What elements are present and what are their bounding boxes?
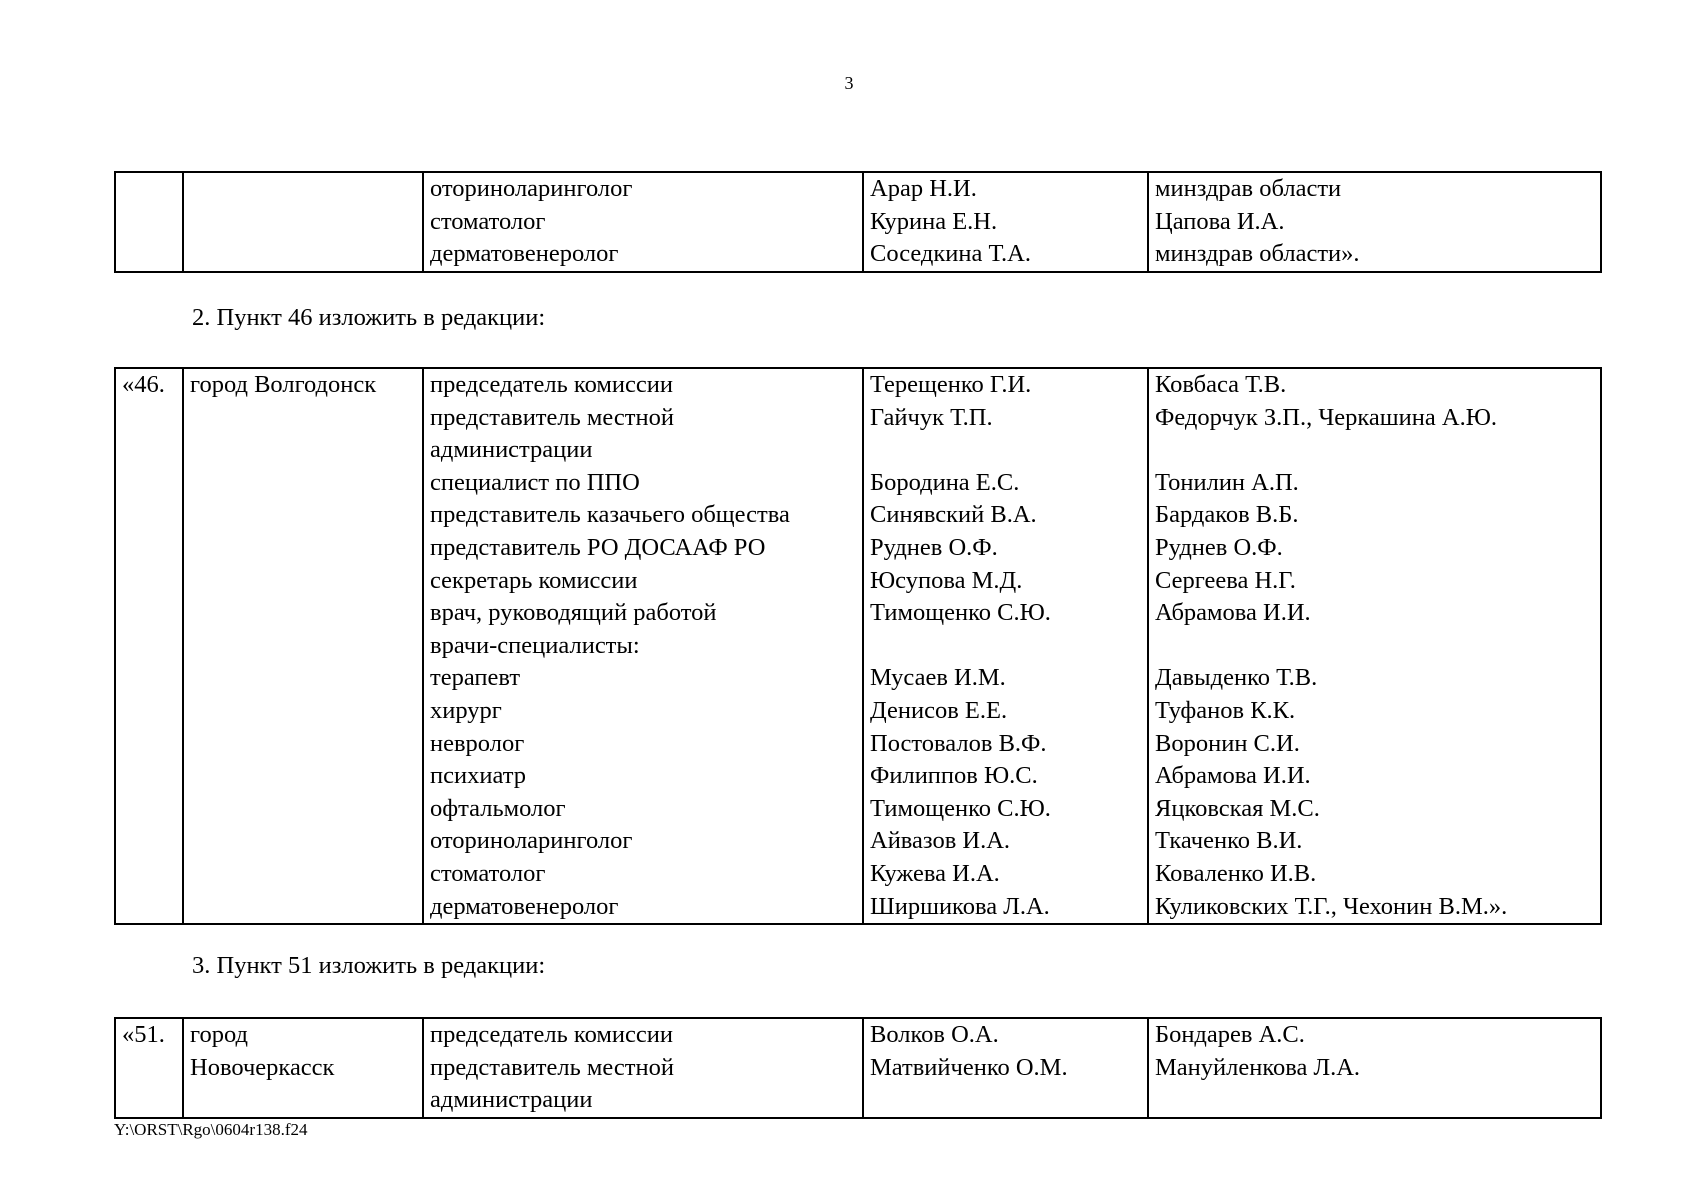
commission-table-46 <box>114 367 1602 925</box>
cell-line: оториноларинголог <box>430 175 633 202</box>
cell-line: Мануйленкова Л.А. <box>1155 1053 1361 1081</box>
cell-line: Синявский В.А. <box>870 501 1037 529</box>
main-members-cell <box>863 1018 1148 1118</box>
cell-line: представитель местной <box>430 1053 674 1081</box>
cell-line: председатель комиссии <box>430 371 673 398</box>
cell-line: секретарь комиссии <box>430 566 638 594</box>
item-number <box>122 173 182 206</box>
reserve-members-cell <box>1148 368 1601 924</box>
file-path-footer: Y:\ORST\Rgo\0604r138.f24 <box>114 1120 308 1139</box>
cell-line <box>870 630 1147 663</box>
item-number: «46. <box>122 371 165 398</box>
cell-line: город Волгодонск <box>190 371 377 398</box>
cell-line: Сергеева Н.Г. <box>1155 566 1296 594</box>
cell-line: Терещенко Г.И. <box>870 371 1032 398</box>
cell-line: администрации <box>430 1086 593 1114</box>
table-row <box>115 368 1601 924</box>
cell-line: офтальмолог <box>430 794 566 822</box>
cell-line: Арар Н.И. <box>870 175 977 202</box>
item-number-cell <box>115 368 183 924</box>
cell-line: Матвийченко О.М. <box>870 1053 1068 1081</box>
cell-line: минздрав области». <box>1155 240 1360 268</box>
cell-line: специалист по ППО <box>430 468 640 496</box>
cell-line: врач, руководящий работой <box>430 599 717 627</box>
cell-line: оториноларинголог <box>430 827 633 855</box>
cell-line: Ковбаса Т.В. <box>1155 371 1287 398</box>
cell-line: Давыденко Т.В. <box>1155 664 1318 692</box>
cell-line: Курина Е.Н. <box>870 207 998 235</box>
cell-line: Абрамова И.И. <box>1155 762 1311 790</box>
cell-line: город <box>190 1021 248 1048</box>
cell-line: дерматовенеролог <box>430 240 619 268</box>
roles-cell <box>423 172 863 272</box>
cell-line <box>870 434 1147 467</box>
cell-line: Руднев О.Ф. <box>870 533 998 561</box>
page-number: 3 <box>844 73 854 93</box>
cell-line: Ткаченко В.И. <box>1155 827 1303 855</box>
table-row <box>115 1018 1601 1118</box>
cell-line: Постовалов В.Ф. <box>870 729 1047 757</box>
cell-line: невролог <box>430 729 525 757</box>
city-cell <box>183 172 423 272</box>
cell-line: Кужева И.А. <box>870 859 1000 887</box>
cell-line: Соседкина Т.А. <box>870 240 1031 268</box>
cell-line: Руднев О.Ф. <box>1155 533 1283 561</box>
cell-line: Денисов Е.Е. <box>870 696 1008 724</box>
cell-line: представитель РО ДОСААФ РО <box>430 533 766 561</box>
cell-line: минздрав области <box>1155 175 1342 202</box>
cell-line <box>1155 630 1600 663</box>
cell-line: хирург <box>430 696 502 724</box>
city-cell <box>183 1018 423 1118</box>
cell-line: Волков О.А. <box>870 1021 999 1048</box>
cell-line: стоматолог <box>430 859 546 887</box>
cell-line: Абрамова И.И. <box>1155 599 1311 627</box>
commission-table-51 <box>114 1017 1602 1119</box>
main-members-cell <box>863 368 1148 924</box>
cell-line: Тонилин А.П. <box>1155 468 1299 496</box>
cell-line: председатель комиссии <box>430 1021 673 1048</box>
commission-table-continued <box>114 171 1602 273</box>
cell-line: Гайчук Т.П. <box>870 403 993 431</box>
cell-line: Туфанов К.К. <box>1155 696 1296 724</box>
city-cell <box>183 368 423 924</box>
item-number-cell <box>115 172 183 272</box>
cell-line: Куликовских Т.Г., Чехонин В.М.». <box>1155 892 1508 920</box>
cell-line: психиатр <box>430 762 526 790</box>
cell-line: представитель казачьего общества <box>430 501 790 529</box>
cell-line: стоматолог <box>430 207 546 235</box>
reserve-members-cell <box>1148 172 1601 272</box>
cell-line: Яцковская М.С. <box>1155 794 1320 822</box>
item-number-cell <box>115 1018 183 1118</box>
cell-line: Мусаев И.М. <box>870 664 1006 692</box>
cell-line: дерматовенеролог <box>430 892 619 920</box>
cell-line <box>1155 434 1600 467</box>
roles-cell <box>423 368 863 924</box>
cell-line: Бородина Е.С. <box>870 468 1020 496</box>
cell-line: Тимощенко С.Ю. <box>870 794 1051 822</box>
cell-line: Айвазов И.А. <box>870 827 1011 855</box>
cell-line: Федорчук З.П., Черкашина А.Ю. <box>1155 403 1497 431</box>
cell-line: Ширшикова Л.А. <box>870 892 1050 920</box>
cell-line: Юсупова М.Д. <box>870 566 1023 594</box>
cell-line: представитель местной <box>430 403 674 431</box>
cell-line: Новочеркасск <box>190 1053 335 1081</box>
cell-line: администрации <box>430 436 593 464</box>
cell-line: Бондарев А.С. <box>1155 1021 1305 1048</box>
cell-line: Цапова И.А. <box>1155 207 1285 235</box>
reserve-members-cell <box>1148 1018 1601 1118</box>
cell-line <box>1155 1084 1600 1117</box>
cell-line: Воронин С.И. <box>1155 729 1300 757</box>
cell-line: Коваленко И.В. <box>1155 859 1317 887</box>
paragraph-item-2: 2. Пункт 46 изложить в редакции: <box>192 304 546 331</box>
paragraph-item-3: 3. Пункт 51 изложить в редакции: <box>192 952 546 979</box>
cell-line: врачи-специалисты: <box>430 631 640 659</box>
cell-line: Бардаков В.Б. <box>1155 501 1299 529</box>
cell-line <box>870 1084 1147 1117</box>
cell-line: Филиппов Ю.С. <box>870 762 1038 790</box>
roles-cell <box>423 1018 863 1118</box>
main-members-cell <box>863 172 1148 272</box>
item-number: «51. <box>122 1021 165 1048</box>
cell-line: терапевт <box>430 664 521 692</box>
cell-line: Тимощенко С.Ю. <box>870 599 1051 627</box>
table-row <box>115 172 1601 272</box>
